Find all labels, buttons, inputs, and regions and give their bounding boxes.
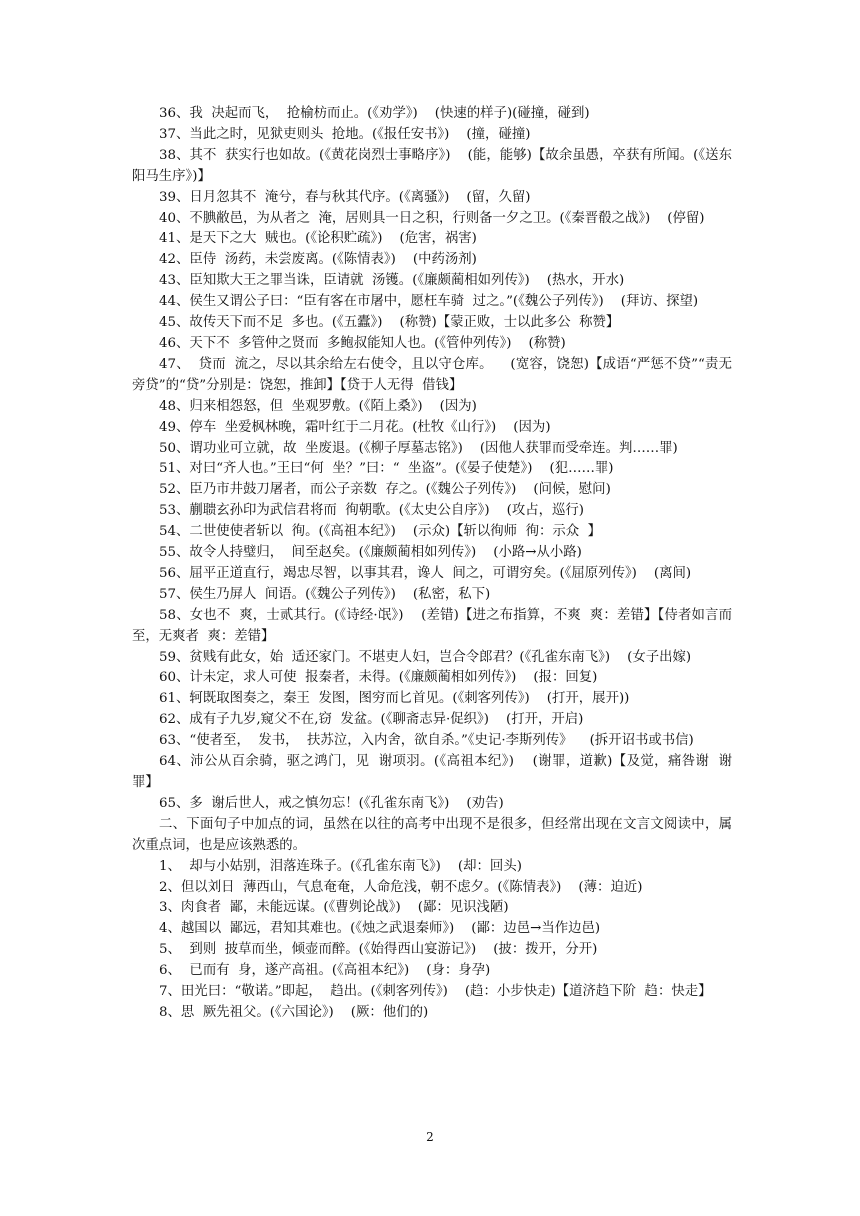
entry-56: 56、屈平正道直行，竭忠尽智，以事其君，谗人 间之，可谓穷矣。(《屈原列传》) (离间) [159, 565, 692, 581]
entry-59: 59、贫贱有此女，始 适还家门。不堪吏人妇，岂合令郎君？(《孔雀东南飞》) (女子出嫁) [159, 649, 692, 665]
entry-37: 37、当此之时，见狱吏则头 抢地。(《报任安书》) (撞，碰撞) [159, 126, 531, 142]
section-heading: 二、下面句子中加点的词，虽然在以往的高考中出现不是很多，但经常出现在文言文阅读中，属次重点词，也是应该熟悉的。 [132, 816, 732, 853]
entry-64: 64、沛公从百余骑，驱之鸿门，见 谢项羽。(《高祖本纪》) (谢罪，道歉)【及觉，痛咎谢 谢罪】 [132, 754, 732, 790]
entry-52: 52、臣乃市井鼓刀屠者，而公子亲数 存之。(《魏公子列传》) (问候，慰问) [159, 482, 611, 498]
entry-45: 45、故传天下而不足 多也。(《五蠹》) (称赞)【蒙正败，士以此多公 称赞】 [159, 315, 620, 331]
entry-38: 38、其不 获实行也如故。(《黄花岗烈士事略序》) (能，能够)【故余虽愚，卒获有所闻。(《送东阳马生序》)】 [132, 147, 732, 184]
entry-51: 51、对曰“齐人也。”王曰“何 坐？”曰：“ 坐盗”。(《晏子使楚》) (犯……罪) [159, 461, 614, 477]
entry-44: 44、侯生又谓公子曰：“臣有客在市屠中，愿枉车骑 过之。”(《魏公子列传》) (拜访、探望) [159, 294, 699, 310]
entry-47: 47、 贷而 流之，尽以其余给左右使令，且以守仓库。 (宽容，饶恕)【成语“严惩不贷”“责无旁贷”的“贷”分别是：饶恕，推卸】【贷于人无得 借钱】 [132, 356, 732, 393]
entry-55: 55、故令人持璧归， 间至赵矣。(《廉颇蔺相如列传》) (小路→从小路) [159, 545, 582, 561]
entry-s8: 8、思 厥先祖父。(《六国论》) (厥：他们的) [159, 1004, 429, 1020]
entry-46: 46、天下不 多管仲之贤而 多鲍叔能知人也。(《管仲列传》) (称赞) [159, 335, 566, 351]
entry-36: 36、我 决起而飞， 抢榆枋而止。(《劝学》) (快速的样子)(碰撞，碰到) [159, 106, 590, 121]
page-number: 2 [426, 1130, 434, 1144]
entry-48: 48、归来相怨怒，但 坐观罗敷。(《陌上桑》) (因为) [159, 398, 477, 414]
entry-63: 63、“使者至， 发书， 扶苏泣，入内舍，欲自杀。”《史记·李斯列传》 (拆开诏书或书信) [159, 733, 694, 749]
entry-41: 41、是天下之大 贼也。(《论积贮疏》) (危害，祸害) [159, 231, 477, 247]
entry-s3: 3、肉食者 鄙，未能远谋。(《曹刿论战》) (鄙：见识浅陋) [159, 900, 509, 916]
entry-60: 60、计未定，求人可使 报秦者，未得。(《廉颇蔺相如列传》) (报：回复) [159, 670, 598, 686]
entry-s1: 1、 却与小姑别，泪落连珠子。(《孔雀东南飞》) (却：回头) [159, 858, 522, 874]
entry-62: 62、成有子九岁,窥父不在,窃 发盆。(《聊斋志异·促织》) (打开，开启) [159, 712, 584, 728]
entry-39: 39、日月忽其不 淹兮，春与秋其代序。(《离骚》) (留，久留) [159, 189, 531, 205]
entry-49: 49、停车 坐爱枫林晚，霜叶红于二月花。(杜牧《山行》) (因为) [159, 419, 551, 435]
entry-50: 50、谓功业可立就，故 坐废退。(《柳子厚墓志铭》) (因他人获罪而受牵连。判……罪) [159, 440, 678, 456]
entry-65: 65、多 谢后世人，戒之慎勿忘！(《孔雀东南飞》) (劝告) [159, 795, 504, 811]
entry-s7: 7、田光曰：“敬诺。”即起， 趋出。(《刺客列传》) (趋：小步快走)【道济趋下阶 趋：快走】 [159, 984, 712, 1000]
entry-s4: 4、越国以 鄙远，君知其难也。(《烛之武退秦师》) (鄙：边邑→当作边邑) [159, 921, 601, 937]
entry-s5: 5、 到则 披草而坐，倾壶而醉。(《始得西山宴游记》) (披：拨开，分开) [159, 942, 598, 958]
entry-43: 43、臣知欺大王之罪当诛，臣请就 汤镬。(《廉颇蔺相如列传》) (热水，开水) [159, 273, 625, 289]
entry-42: 42、臣侍 汤药，未尝废离。(《陈情表》) (中药汤剂) [159, 252, 477, 268]
entry-57: 57、侯生乃屏人 间语。(《魏公子列传》) (私密，私下) [159, 586, 491, 602]
entry-s2: 2、但以刘日 薄西山，气息奄奄，人命危浅，朝不虑夕。(《陈情表》) (薄：迫近) [159, 879, 643, 895]
entry-61: 61、轲既取图奏之，秦王 发图，图穷而匕首见。(《刺客列传》) (打开，展开)) [159, 691, 630, 707]
entry-58: 58、女也不 爽，士贰其行。(《诗经·氓》) (差错)【进之布指算，不爽 爽：差错】【侍者如言而至，无爽者 爽：差错】 [132, 607, 732, 644]
entry-54: 54、二世使使者斩以 徇。(《高祖本纪》) (示众)【斩以徇师 徇：示众 】 [159, 524, 602, 540]
entry-53: 53、蒯聩玄孙印为武信君将而 徇朝歌。(《太史公自序》) (攻占，巡行) [159, 503, 585, 519]
entry-40: 40、不腆敝邑，为从者之 淹，居则具一日之积，行则备一夕之卫。(《秦晋殽之战》) (停留) [159, 210, 705, 226]
document-body [132, 104, 732, 1024]
entry-s6: 6、 已而有 身，遂产高祖。(《高祖本纪》) (身：身孕) [159, 963, 491, 979]
